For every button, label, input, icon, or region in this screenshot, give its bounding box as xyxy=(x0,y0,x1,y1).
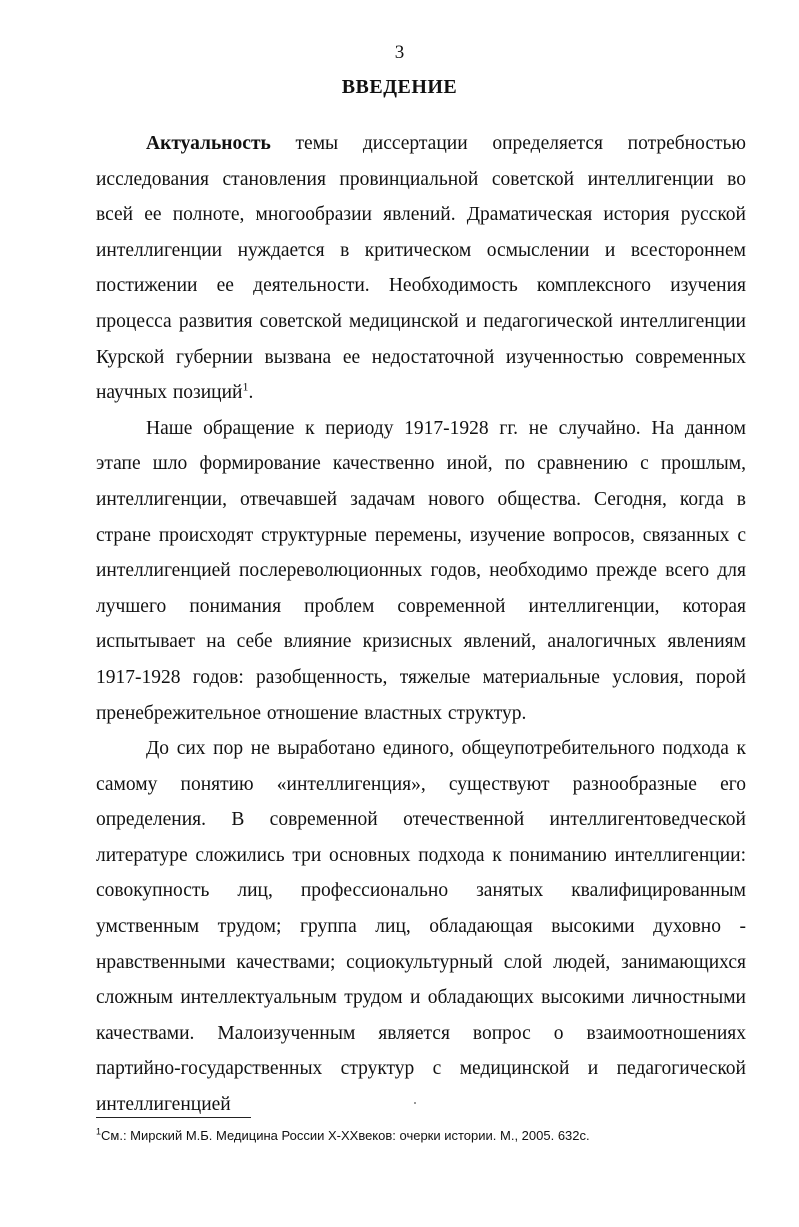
footnote-reference[interactable]: 1 xyxy=(242,379,249,394)
paragraph-text: темы диссертации определяется потребностью исследования становления провинциальной советской интеллигенции во всей ее полноте, многообразии явлений. Драматическая история русской интеллигенции нуждается в критическом осмыслении и всестороннем постижении ее деятельности. Необходимость комплексного изучения процесса развития советской медицинской и педагогической интеллигенции Курской губернии вызвана ее недостаточной изученностью современных научных позиций xyxy=(96,133,746,404)
paragraph-lead-word: Актуальность xyxy=(146,133,271,154)
scan-speck xyxy=(414,1102,416,1104)
page-title: ВВЕДЕНИЕ xyxy=(341,76,458,98)
body-text xyxy=(96,126,746,1123)
footnote-marker: 1 xyxy=(96,1126,102,1137)
paragraph-definition: До сих пор не выработано единого, общеупотребительного подхода к самому понятию «интеллигенция», существуют разнообразные его определения. В современной отечественной интеллигентоведческой литературе сложились три основных подхода к пониманию интеллигенции: совокупность лиц, профессионально занятых квалифицированным умственным трудом; группа лиц, обладающая высокими духовно - нравственными качествами; социокультурный слой людей, занимающихся сложным интеллектуальным трудом и обладающих высокими личностными качествами. Малоизученным является вопрос о взаимоотношениях партийно-государственных структур с медицинской и педагогической интеллигенцией xyxy=(96,738,746,1116)
paragraph-relevance xyxy=(96,126,746,411)
footnote-text: См.: Мирский М.Б. Медицина России X-XXвеков: очерки истории. М., 2005. 632с. xyxy=(101,1128,590,1143)
paragraph-tail: . xyxy=(248,382,254,404)
footnote-divider xyxy=(96,1117,251,1118)
page-number: 3 xyxy=(394,42,405,63)
paragraph-period: Наше обращение к периоду 1917-1928 гг. не случайно. На данном этапе шло формирование качественно иной, по сравнению с прошлым, интеллигенции, отвечавшей задачам нового общества. Сегодня, когда в стране происходят структурные перемены, изучение вопросов, связанных с интеллигенцией послереволюционных годов, необходимо прежде всего для лучшего понимания проблем современной интеллигенции, которая испытывает на себе влияние кризисных явлений, аналогичных явлениям 1917-1928 годов: разобщенность, тяжелые материальные условия, порой пренебрежительное отношение властных структур. xyxy=(96,417,746,724)
footnote xyxy=(96,1128,756,1143)
